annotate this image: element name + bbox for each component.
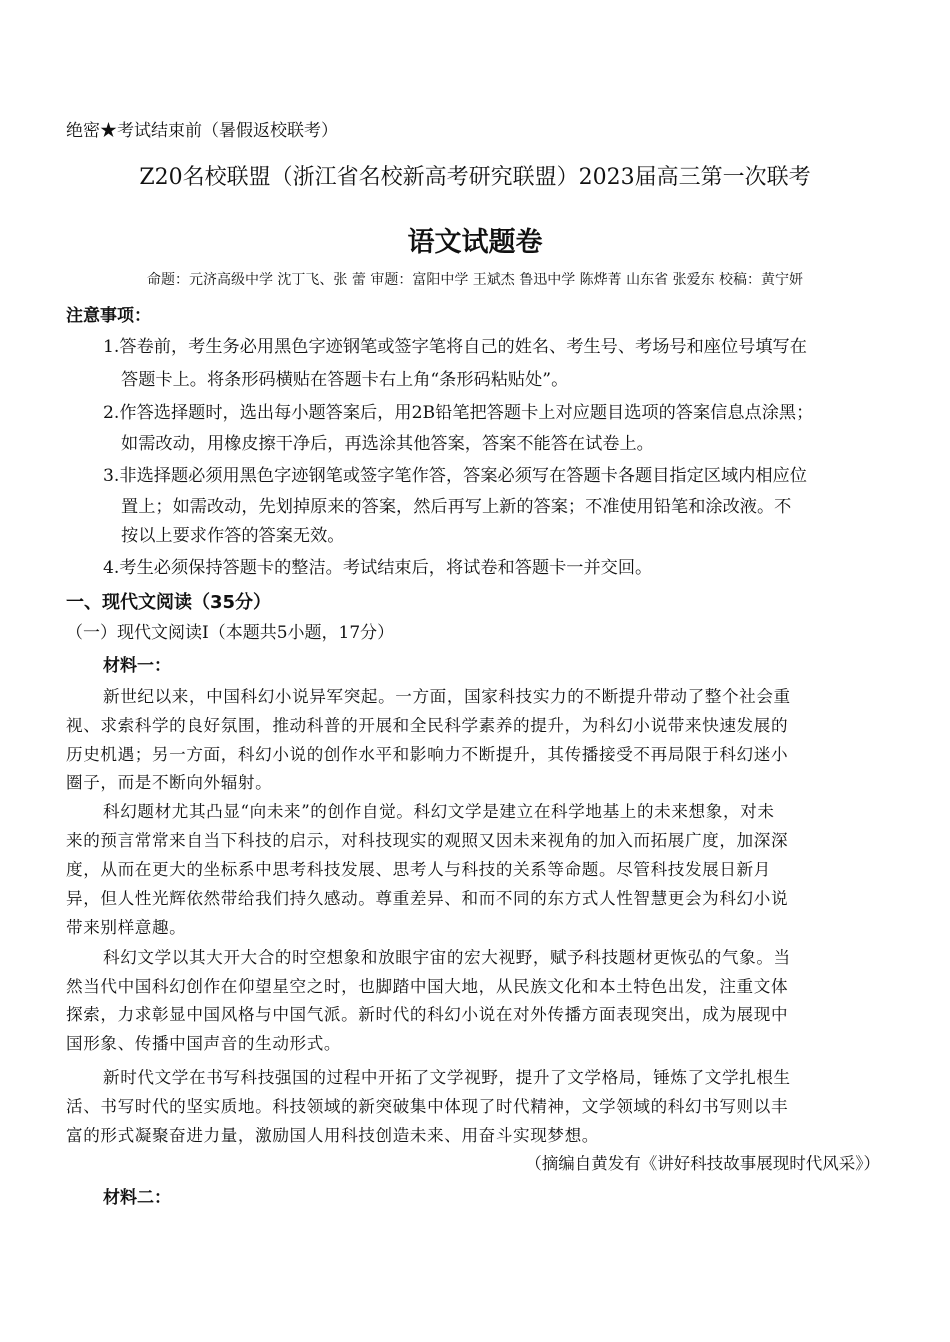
notice-item: 4.考生必须保持答题卡的整洁。考试结束后，将试卷和答题卡一并交回。 — [103, 558, 653, 578]
passage-line: 国形象、传播中国声音的生动形式。 — [66, 1034, 342, 1053]
passage-line: 异，但人性光辉依然带给我们持久感动。尊重差异、和而不同的东方式人性智慧更会为科幻小说 — [66, 889, 789, 908]
material-one-label: 材料一： — [103, 656, 171, 676]
material-two-label: 材料二： — [103, 1188, 171, 1208]
notice-item-continued: 置上；如需改动，先划掉原来的答案，然后再写上新的答案；不准使用铅笔和涂改液。不 — [121, 497, 792, 517]
subsection-heading: （一）现代文阅读Ⅰ（本题共5小题，17分） — [66, 623, 395, 643]
notice-item-continued: 如需改动，用橡皮擦干净后，再选涂其他答案，答案不能答在试卷上。 — [121, 434, 654, 454]
passage-line: 探索，力求彰显中国风格与中国气派。新时代的科幻小说在对外传播方面表现突出，成为展现中 — [66, 1005, 789, 1024]
notice-item: 1.答卷前，考生务必用黑色字迹钢笔或签字笔将自己的姓名、考生号、考场号和座位号填写在 — [103, 337, 807, 357]
notice-item: 3.非选择题必须用黑色字迹钢笔或签字笔作答，答案必须写在答题卡各题目指定区域内相应位 — [103, 466, 807, 486]
source-citation: （摘编自黄发有《讲好科技故事展现时代风采》） — [525, 1154, 880, 1173]
passage-line: 度，从而在更大的坐标系中思考科技发展、思考人与科技的关系等命题。尽管科技发展日新月 — [66, 860, 771, 879]
passage-line: 带来别样意趣。 — [66, 918, 187, 937]
credits-line: 命题：元济高级中学 沈丁飞、张 蕾 审题：富阳中学 王斌杰 鲁迅中学 陈烨菁 山东省 张爱东 校稿：黄宁妍 — [146, 272, 804, 288]
passage-line: 圈子，而是不断向外辐射。 — [66, 773, 273, 792]
confidential-label: 绝密★考试结束前（暑假返校联考） — [66, 121, 338, 141]
passage-line: 科幻题材尤其凸显“向未来”的创作自觉。科幻文学是建立在科学地基上的未来想象，对未 — [103, 802, 775, 821]
passage-line: 来的预言常常来自当下科技的启示，对科技现实的观照又因未来视角的加入而拓展广度，加深深 — [66, 831, 789, 850]
passage-line: 历史机遇；另一方面，科幻小说的创作水平和影响力不断提升，其传播接受不再局限于科幻迷小 — [66, 745, 789, 764]
passage-line: 活、书写时代的坚实质地。科技领域的新突破集中体现了时代精神，文学领域的科幻书写则以丰 — [66, 1097, 789, 1116]
notice-heading: 注意事项： — [66, 306, 151, 326]
section-heading: 一、现代文阅读（35分） — [66, 592, 272, 613]
exam-title: Z20名校联盟（浙江省名校新高考研究联盟）2023届高三第一次联考 — [139, 165, 811, 190]
paper-title: 语文试题卷 — [407, 227, 543, 258]
notice-item-continued: 按以上要求作答的答案无效。 — [121, 526, 345, 546]
passage-line: 科幻文学以其大开大合的时空想象和放眼宇宙的宏大视野，赋予科技题材更恢弘的气象。当 — [103, 948, 791, 967]
notice-item-continued: 答题卡上。将条形码横贴在答题卡右上角“条形码粘贴处”。 — [121, 370, 569, 390]
passage-line: 视、求索科学的良好氛围，推动科普的开展和全民科学素养的提升，为科幻小说带来快速发展的 — [66, 716, 789, 735]
passage-line: 新时代文学在书写科技强国的过程中开拓了文学视野，提升了文学格局，锤炼了文学扎根生 — [103, 1068, 791, 1087]
passage-line: 富的形式凝聚奋进力量，激励国人用科技创造未来、用奋斗实现梦想。 — [66, 1126, 600, 1145]
passage-line: 新世纪以来，中国科幻小说异军突起。一方面，国家科技实力的不断提升带动了整个社会重 — [103, 687, 791, 706]
passage-line: 然当代中国科幻创作在仰望星空之时，也脚踏中国大地，从民族文化和本土特色出发，注重文体 — [66, 977, 789, 996]
notice-item: 2.作答选择题时，选出每小题答案后，用2B铅笔把答题卡上对应题目选项的答案信息点涂黑； — [103, 403, 814, 423]
